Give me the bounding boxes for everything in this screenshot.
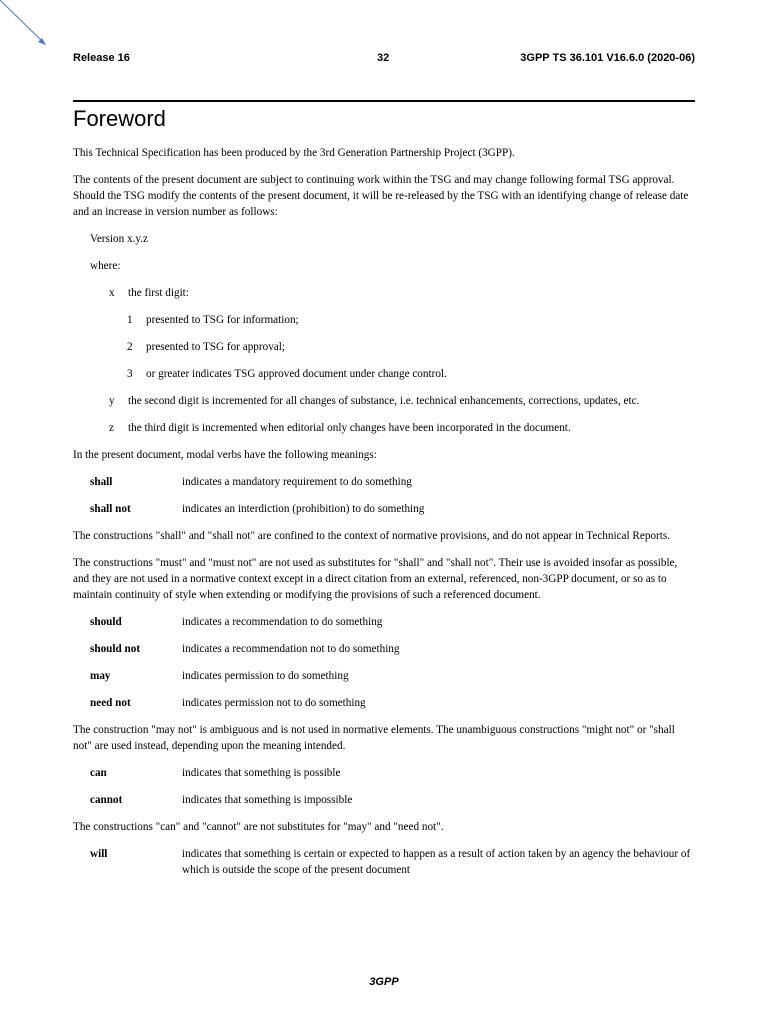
definition-term: may: [90, 670, 111, 682]
definition-meaning: indicates permission to do something: [182, 670, 349, 682]
diagonal-arrow-icon: [0, 0, 52, 52]
definition-row: [73, 765, 695, 781]
definition-term: need not: [90, 697, 131, 709]
definition-term: shall not: [90, 503, 131, 515]
definition-row: [73, 792, 695, 808]
page-footer: 3GPP: [369, 976, 399, 988]
definition-meaning: indicates an interdiction (prohibition) to do something: [182, 503, 425, 515]
list-item: [73, 339, 695, 355]
definition-row: [73, 668, 695, 684]
release-label: Release 16: [73, 52, 130, 64]
modal-verbs-paragraph: In the present document, modal verbs have the following meanings:: [73, 449, 377, 461]
spec-identifier: 3GPP TS 36.101 V16.6.0 (2020-06): [520, 52, 695, 64]
list-item-key: 3: [127, 368, 133, 380]
must-paragraph: The constructions "must" and "must not" are not used as substitutes for "shall" and "shall not". Their use is avoided insofar as possible, and they are not used in a normative context except in a direct citation from an external, referenced, non-3GPP document, or so as to maintain continuity of style when extending or modifying the provisions of such a referenced document.: [73, 557, 678, 601]
definition-row: [73, 846, 695, 878]
contents-paragraph: The contents of the present document are subject to continuing work within the TSG and may change following formal TSG approval. Should the TSG modify the contents of the present document, it will be re-released by the TSG with an identifying change of release date and an increase in version number as follows:: [73, 174, 689, 218]
list-item-key: x: [109, 287, 115, 299]
definition-meaning: indicates a recommendation to do something: [182, 616, 383, 628]
definition-term: can: [90, 767, 107, 779]
document-body: [73, 145, 695, 889]
list-item-key: 1: [127, 314, 133, 326]
definition-row: [73, 695, 695, 711]
may-not-paragraph: The construction "may not" is ambiguous and is not used in normative elements. The unambiguous constructions "might not" or "shall not" are used instead, depending upon the meaning intended.: [73, 724, 675, 752]
page-header: [73, 51, 695, 65]
definition-meaning: indicates that something is impossible: [182, 794, 353, 806]
shall-confined-paragraph: The constructions "shall" and "shall not" are confined to the context of normative provisions, and do not appear in Technical Reports.: [73, 530, 671, 542]
list-item-key: 2: [127, 341, 133, 353]
list-item: [73, 312, 695, 328]
header-rule: [73, 100, 695, 102]
list-item: [73, 285, 695, 301]
definition-row: [73, 474, 695, 490]
list-item-text: the second digit is incremented for all changes of substance, i.e. technical enhancements, corrections, updates, etc.: [128, 395, 640, 407]
page-number: 32: [377, 52, 390, 64]
intro-paragraph: This Technical Specification has been produced by the 3rd Generation Partnership Project (3GPP).: [73, 147, 515, 159]
definition-term: shall: [90, 476, 113, 488]
list-item-text: presented to TSG for approval;: [146, 341, 285, 353]
definition-row: [73, 641, 695, 657]
list-item: [73, 420, 695, 436]
definition-term: will: [90, 848, 108, 860]
definition-meaning: indicates a recommendation not to do something: [182, 643, 400, 655]
list-item-key: y: [109, 395, 115, 407]
version-line: Version x.y.z: [90, 233, 148, 245]
definition-meaning: indicates a mandatory requirement to do something: [182, 476, 412, 488]
list-item: [73, 366, 695, 382]
definition-row: [73, 501, 695, 517]
definition-meaning: indicates that something is certain or expected to happen as a result of action taken by an agency the behaviour of which is outside the scope of the present document: [182, 848, 691, 876]
list-item-text: or greater indicates TSG approved document under change control.: [146, 368, 447, 380]
list-item-text: the third digit is incremented when editorial only changes have been incorporated in the document.: [128, 422, 571, 434]
definition-row: [73, 614, 695, 630]
definition-term: should: [90, 616, 122, 628]
list-item-text: presented to TSG for information;: [146, 314, 299, 326]
list-item: [73, 393, 695, 409]
list-item-text: the first digit:: [128, 287, 189, 299]
can-paragraph: The constructions "can" and "cannot" are not substitutes for "may" and "need not".: [73, 821, 444, 833]
where-line: where:: [90, 260, 121, 272]
definition-meaning: indicates that something is possible: [182, 767, 341, 779]
page-title: Foreword: [73, 106, 166, 131]
definition-term: should not: [90, 643, 141, 655]
definition-meaning: indicates permission not to do something: [182, 697, 366, 709]
list-item-key: z: [109, 422, 114, 434]
definition-term: cannot: [90, 794, 123, 806]
